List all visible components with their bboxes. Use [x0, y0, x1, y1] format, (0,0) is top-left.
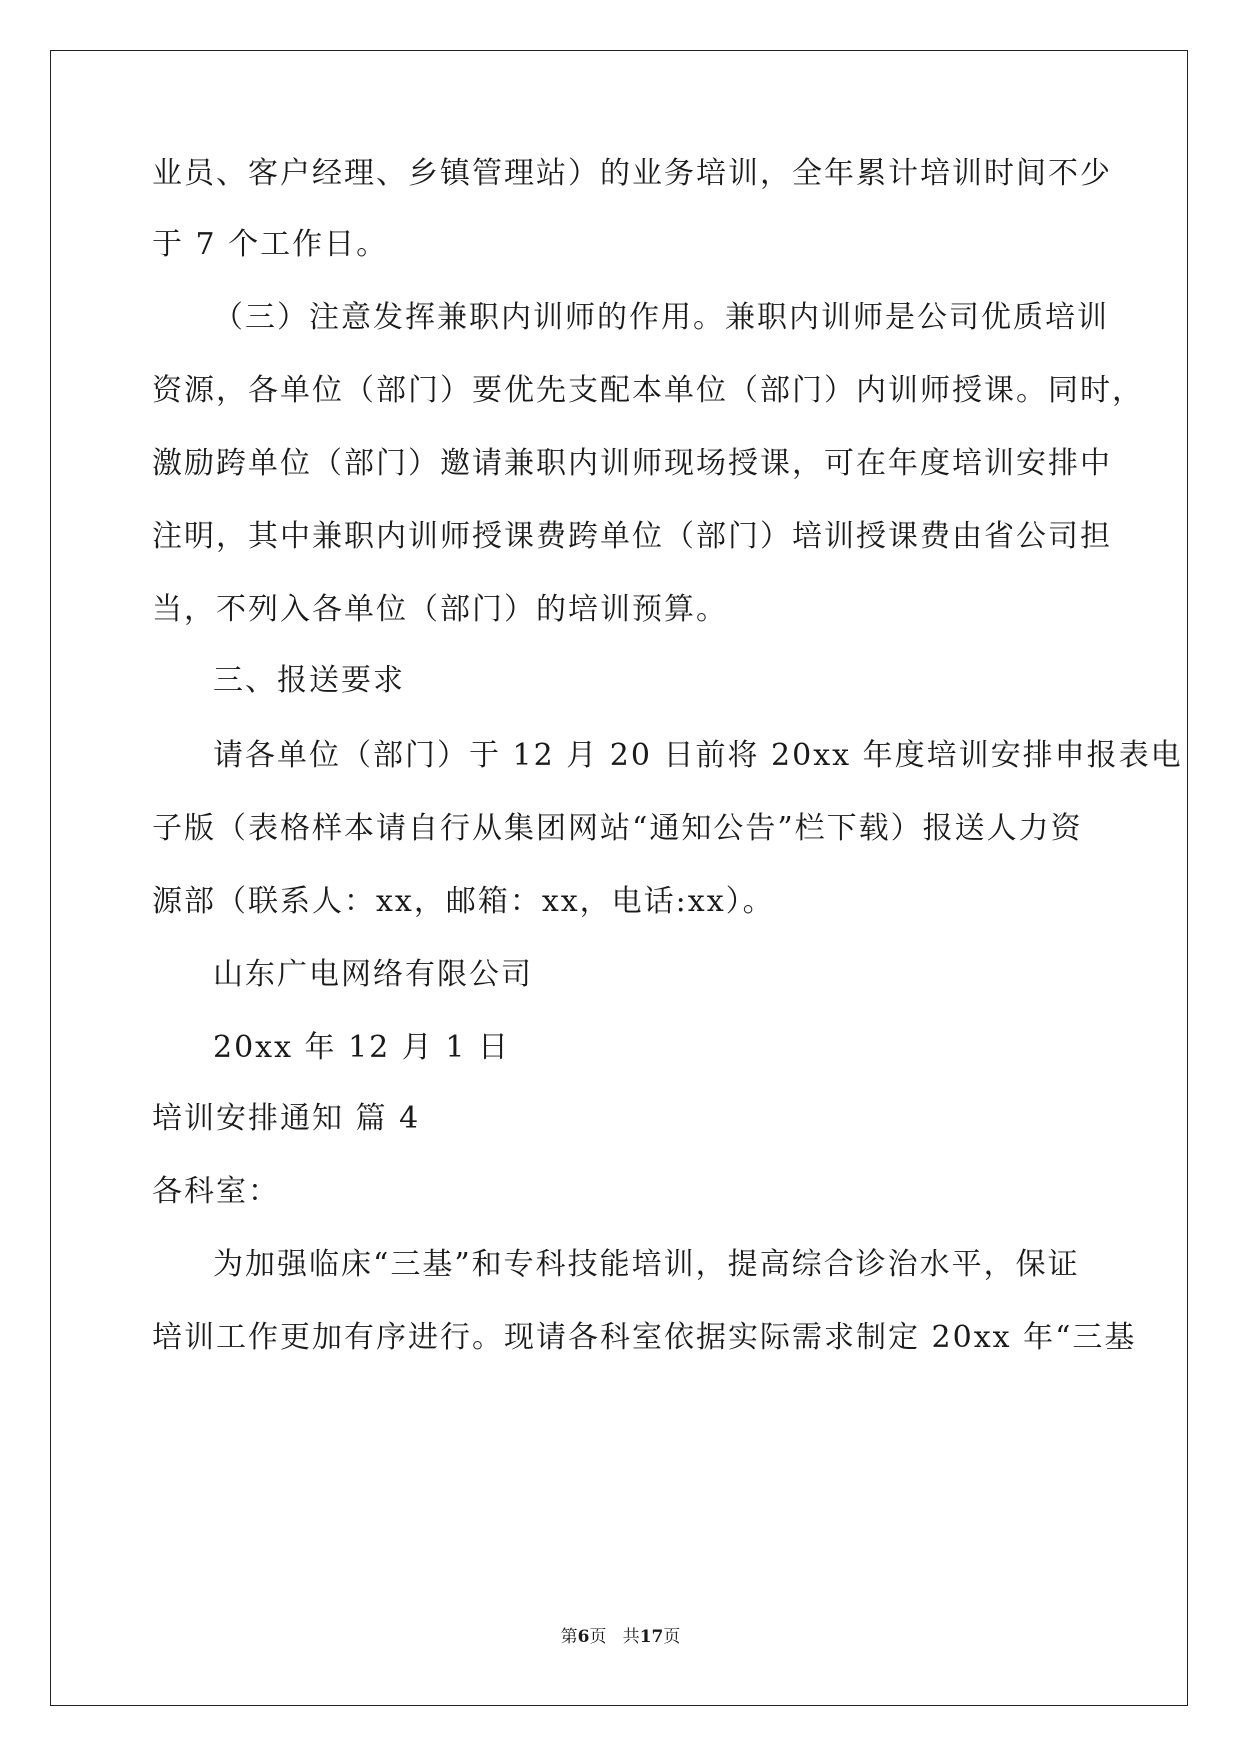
paragraph-start-line: 为加强临床“三基”和专科技能培训，提高综合诊治水平，保证	[213, 1247, 1080, 1282]
footer-suffix: 页	[663, 1627, 681, 1647]
text-line: 激励跨单位（部门）邀请兼职内训师现场授课，可在年度培训安排中	[152, 446, 1112, 481]
text-line: 资源，各单位（部门）要优先支配本单位（部门）内训师授课。同时，	[152, 373, 1144, 408]
section-heading: 三、报送要求	[213, 663, 405, 698]
section-title: 培训安排通知 篇 4	[152, 1101, 421, 1136]
footer-prefix: 第	[560, 1627, 578, 1647]
text-line: 注明，其中兼职内训师授课费跨单位（部门）培训授课费由省公司担	[152, 519, 1112, 554]
text-line: 业员、客户经理、乡镇管理站）的业务培训，全年累计培训时间不少	[152, 156, 1112, 191]
text-line: 于 7 个工作日。	[152, 227, 389, 262]
salutation: 各科室：	[152, 1174, 280, 1209]
page-footer	[0, 1626, 1241, 1648]
text-line: 子版（表格样本请自行从集团网站“通知公告”栏下载）报送人力资	[152, 811, 1083, 846]
paragraph-start-line: （三）注意发挥兼职内训师的作用。兼职内训师是公司优质培训	[213, 300, 1109, 335]
paragraph-start-line: 请各单位（部门）于 12 月 20 日前将 20xx 年度培训安排申报表电	[213, 738, 1183, 773]
signature-date: 20xx 年 12 月 1 日	[213, 1030, 510, 1065]
text-line: 培训工作更加有序进行。现请各科室依据实际需求制定 20xx 年“三基	[152, 1320, 1137, 1355]
current-page-number: 6	[577, 1627, 590, 1647]
signature-company: 山东广电网络有限公司	[213, 957, 533, 992]
text-line: 源部（联系人：xx，邮箱：xx，电话:xx）。	[152, 884, 775, 919]
text-line: 当，不列入各单位（部门）的培训预算。	[152, 592, 728, 627]
footer-middle: 页 共	[589, 1627, 640, 1647]
total-page-count: 17	[639, 1627, 664, 1647]
